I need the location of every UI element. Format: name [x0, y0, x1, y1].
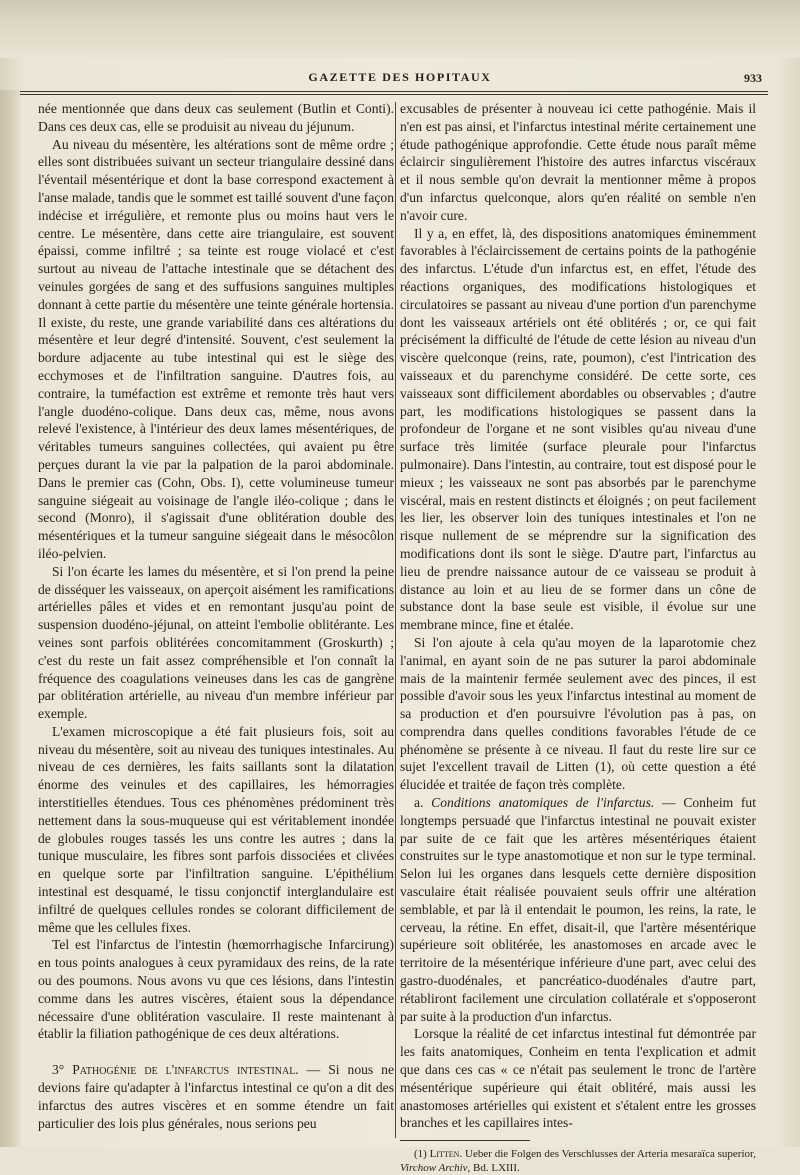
subsection-paragraph	[400, 794, 756, 1025]
footnote-number: (1)	[414, 1148, 430, 1161]
top-margin	[0, 0, 800, 58]
subsection-text: — Conheim fut longtemps persuadé que l'infarctus intestinal ne pouvait exister par suite de ce fait que les artères mésentériques étaient construites sur le type anastomotique et non sur le type terminal. Selon lui les organes dans lesquels cette dernière disposition vasculaire était réalisée pouvaient seuls offrir une altération semblable, et par là il entendait le poumon, les reins, la rate, le cerveau, la rétine. En effet, disait-il, que l'artère mésentérique supérieure soit oblitérée, les anastomoses en arcade avec le territoire de la mésentérique inférieure d'une part, avec celui des gastro-duodénales, et pancréatico-duodénales d'autre part, rétabliront facilement une circulation collatérale et s'opposeront par suite à la production d'un infarctus.	[400, 795, 756, 1024]
paragraph: Si l'on ajoute à cela qu'au moyen de la laparotomie chez l'animal, en ayant soin de ne pas suturer la paroi abdominale mais de la maintenir fermée seulement avec des pinces, il est possible d'avoir sous les yeux l'infarctus intestinal au moment de sa production et d'en poursuivre l'évolution pas à pas, on comprendra dans quelles conditions favorables l'étude de ce phénomène se présente à ce niveau. Il faut du reste lire sur ce sujet l'excellent travail de Litten (1), où cette question a été élucidée et traitée de façon très complète.	[400, 634, 756, 793]
page-number: 933	[744, 71, 762, 85]
paragraph: Lorsque la réalité de cet infarctus intestinal fut démontrée par les faits anatomiques, Conheim en tenta l'explication et admit que dans ces cas « ce n'était pas seulement le tronc de l'artère mésentérique supérieure qui était oblitéré, mais aussi les anastomoses artérielles qui existent et s'étalent entre les grosses branches et les capillaires intes-	[400, 1026, 756, 1131]
paragraph: Il y a, en effet, là, des dispositions anatomiques éminemment favorables à l'éclaircissement de certains points de la pathogénie des infarctus. L'étude d'un infarctus est, en effet, l'étude des réactions organiques, des modifications histologiques et circulatoires se passant au niveau d'une portion d'un parenchyme dont les vaisseaux artériels ont été oblitérés ; or, ce qui fait précisément la difficulté de l'étude de cette lésion au niveau d'un viscère quelconque (reins, rate, poumon), c'est l'intrication des vaisseaux et du parenchyme considéré. De cette sorte, ces vaisseaux sont difficilement abordables ou observables ; d'autre part, les modifications histologiques se passent dans la profondeur de l'organe et ne sont visibles qu'au niveau d'une surface très limitée (surface pleurale pour l'infarctus pulmonaire). Dans l'intestin, au contraire, tout est disposé pour le mieux ; les vaisseaux ne sont pas absorbés par le parenchyme viscéral, mais en restent distincts et éloignés ; on peut facilement les lier, les observer loin des tuniques intestinales et l'on ne risque nullement de se méprendre sur la signification des modifications dont ils sont le siège. D'autre part, l'infarctus au lieu de prendre naissance autour de ce vaisseau se produit à distance au loin et au lieu de se former dans un cône de substance dont la base seule est visible, il évolue sur une membrane mince, fine et étalée.	[400, 225, 756, 633]
subsection-marker: a.	[414, 795, 432, 811]
paragraph: née mentionnée que dans deux cas seulement (Butlin et Conti). Dans ces deux cas, elle se produisit au niveau du jéjunum.	[38, 101, 394, 134]
footnote-author: Litten.	[429, 1148, 463, 1161]
paragraph: L'examen microscopique a été fait plusieurs fois, soit au niveau du mésentère, soit au niveau des tuniques intestinales. Au niveau de ces dernières, les faits saillants sont la dilatation énorme des veinules et des capillaires, les hémorragies interstitielles étendues. Tous ces phénomènes prédominent très nettement dans la sous-muqueuse qui est véritablement inondée de globules rouges tassés les uns contre les autres ; dans la tunique musculaire, les fibres sont parfois dissociées et clivées en quelque sorte par l'infiltration sanguine. L'épithélium intestinal est desquamé, le tissu conjonctif interglandulaire est infiltré de quelques cellules rondes se colorant difficilement de même que les cellules fixes.	[38, 723, 394, 935]
footnote	[400, 1147, 756, 1175]
section-paragraph	[38, 1061, 394, 1132]
running-header	[0, 60, 800, 90]
paragraph: Au niveau du mésentère, les altérations sont de même ordre ; elles sont distribuées suivant un secteur triangulaire dessiné dans l'éventail mésentérique et dont la base correspond exactement à l'anse malade, tandis que le sommet est taillé souvent d'une façon indécise et irrégulière, et remonte plus ou moins haut vers le centre. Le mésentère, dans cette aire triangulaire, est souvent épaissi, comme infiltré ; sa teinte est rouge violacé et c'est surtout au niveau de l'attache intestinale que se détachent des veinules gorgées de sang et des suffusions sanguines multiples donnant à cette partie du mésentère une teinte générale hortensia. Il existe, du reste, une grande variabilité dans ces altérations du mésentère et leur degré d'intensité. Souvent, c'est seulement la bordure adjacente au tube intestinal qui est le siège des ecchymoses et de l'infiltration sanguine. D'autres fois, au contraire, la tuméfaction est extrême et remonte très haut vers l'angle duodéno-colique. Dans deux cas, même, nous avons relevé l'existence, à l'intérieur des deux lames mésentériques, de véritables tumeurs sanguines collectées, qui avaient pu être perçues durant la vie par la palpation de la paroi abdominale. Dans le premier cas (Cohn, Obs. I), cette volumineuse tumeur sanguine siégeait au voisinage de l'angle iléo-colique ; dans le second (Monro), il s'agissait d'une oblitération double des mésentériques et la tumeur sanguine siégeait dans le mésocôlon iléo-pelvien.	[38, 136, 394, 561]
footnote-rule	[400, 1140, 530, 1141]
left-column	[38, 100, 394, 1140]
header-rule-top	[20, 91, 768, 92]
binding-edge	[0, 90, 22, 1147]
column-divider	[395, 102, 396, 1138]
right-column	[400, 100, 756, 1175]
paragraph: Tel est l'infarctus de l'intestin (hœmorrhagische Infarcirung) en tous points analogues à ceux pyramidaux des reins, de la rate ou des poumons. Nous avons vu que ces lésions, dans l'intestin comme dans les autres viscères, étaient sous la dépendance nécessaire d'une oblitération vasculaire. Il reste maintenant à établir la filiation pathogénique de ces deux altérations.	[38, 937, 394, 1042]
header-rule-bottom	[20, 94, 768, 95]
paragraph: Si l'on écarte les lames du mésentère, et si l'on prend la peine de disséquer les vaisseaux, on aperçoit aisément les ramifications artérielles pâles et vides et en remontant jusqu'au point de suspension duodéno-jéjunal, on atteint l'embolie oblitérante. Les veines sont parfois oblitérées concomitamment (Groskurth) ; c'est du reste un fait assez compréhensible et l'on connaît la fréquence des coagulations veineuses dans les cas de gangrène par oblitération artérielle, au niveau d'un membre inférieur par exemple.	[38, 563, 394, 722]
journal-title: GAZETTE DES HOPITAUX	[308, 70, 492, 84]
paragraph: excusables de présenter à nouveau ici cette pathogénie. Mais il n'en est pas ainsi, et l'infarctus intestinal mérite certainement une étude pathogénique approfondie. Cette étude nous paraît même éclaircir singulièrement l'histoire des autres infarctus viscéraux et il nous semble qu'on devrait la mentionner même à propos d'un infarctus quelconque, alors qu'en réalité on semble n'en n'avoir cure.	[400, 101, 756, 223]
footnote-end: , Bd. LXIII.	[467, 1162, 520, 1175]
footnote-journal: Virchow Archiv	[400, 1162, 468, 1175]
section-text: — Si nous ne devions faire qu'adapter à l'infarctus intestinal ce qu'on a dit des infarctus des autres viscères et en somme étendre un fait particulier des lois plus générales, nous serions peu	[38, 1062, 394, 1131]
section-gap	[38, 1043, 394, 1061]
footnote-text: Ueber die Folgen des Verschlusses der Arteria mesaraïca superior,	[462, 1148, 756, 1161]
subsection-heading: Conditions anatomiques de l'infarctus.	[431, 795, 655, 811]
section-heading: 3° Pathogénie de l'infarctus intestinal.	[52, 1062, 299, 1078]
